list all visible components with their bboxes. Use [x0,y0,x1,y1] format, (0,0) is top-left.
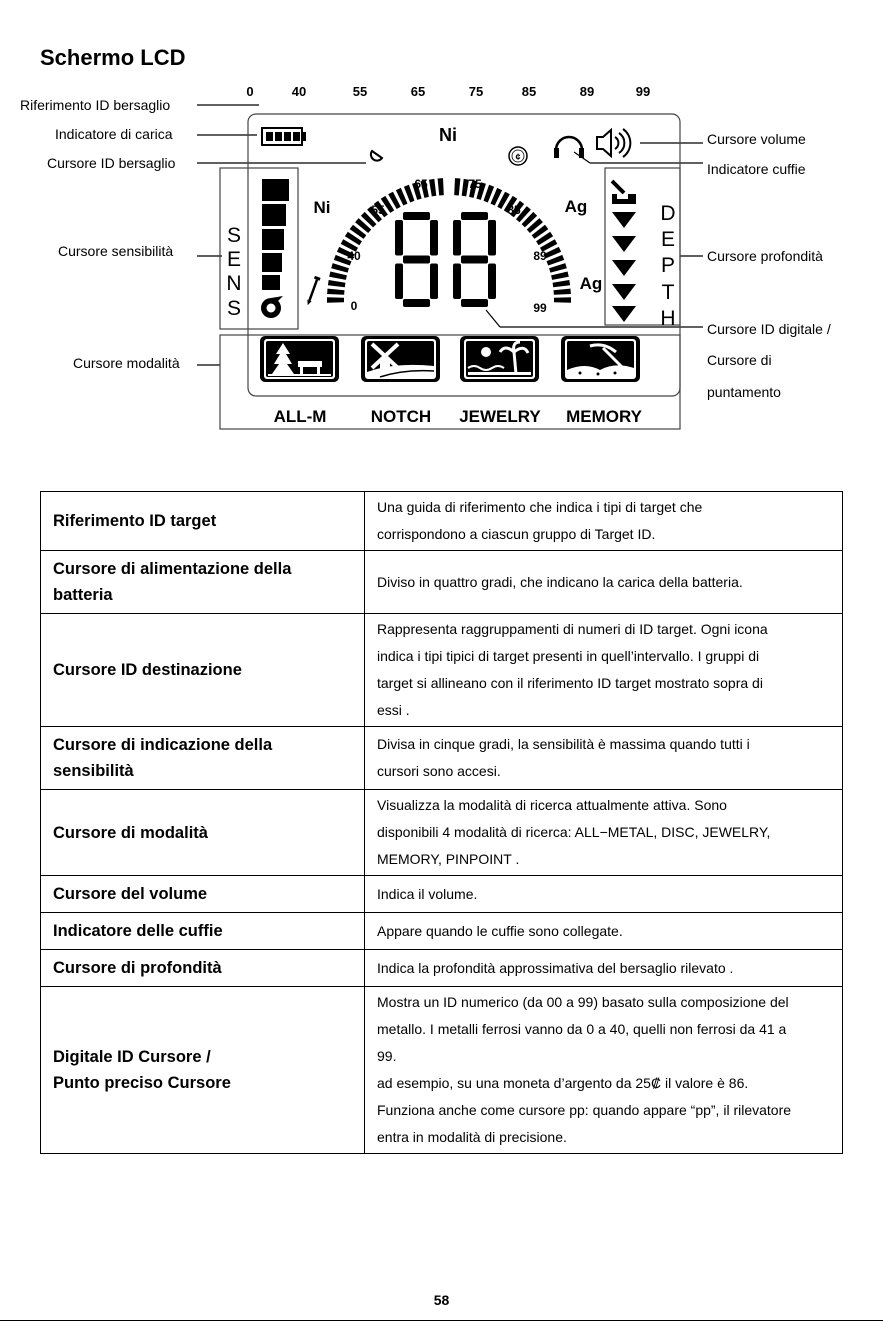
arc-segment [454,178,460,195]
sensitivity-bars [262,179,289,290]
lcd-ag-right: Ag [564,197,588,216]
table-row [41,551,843,614]
arc-segment [328,280,346,287]
callout-mode: Cursore modalità [73,355,180,371]
digit-segment [395,220,403,256]
arc-segment [551,272,569,280]
arc-segment [331,263,349,273]
digit-segment [403,212,430,220]
desc-line: metallo. I metalli ferrosi vanno da 0 a 40, quelli non ferrosi da 41 a [377,1021,787,1037]
desc-line: corrispondono a ciascun gruppo di Target ID. [377,526,656,542]
ref-tick: 0 [246,84,254,99]
lcd-ni-top: Ni [439,125,457,145]
arc-label: 0 [350,299,358,313]
sens-letter: N [226,272,242,295]
depth-arrows [612,212,636,322]
depth-letter: E [660,228,676,251]
row-description [365,551,843,614]
lcd-ag-lower: Ag [579,274,603,293]
row-term [41,492,365,551]
callout-sensitivity: Cursore sensibilità [58,243,174,259]
arc-segment [554,297,571,302]
row-description [365,987,843,1154]
battery-icon [262,128,306,145]
sens-letter: E [226,248,242,271]
desc-line: Una guida di riferimento che indica i tipi di target che [377,499,703,515]
mode-label: NOTCH [370,407,432,426]
lcd-ni-left: Ni [313,198,331,217]
sensitivity-knob-icon [261,296,283,318]
row-term [41,790,365,876]
callout-digital-id: puntamento [707,384,781,400]
reference-id-ticks [246,84,650,99]
term-line: Cursore di profondità [53,959,222,977]
desc-line: Mostra un ID numerico (da 00 a 99) basato sulla composizione del [377,994,789,1010]
digit-segment [488,220,496,256]
arc-segment [429,179,436,197]
table-row [41,727,843,790]
footer-rule [0,1320,883,1321]
row-term [41,727,365,790]
notch-mode-icon [361,336,440,382]
arc-segment [549,263,567,273]
callout-target-id: Cursore ID bersaglio [47,155,176,171]
desc-line: Diviso in quattro gradi, che indicano la carica della batteria. [377,573,743,590]
desc-line: Visualizza la modalità di ricerca attualmente attiva. Sono [377,797,727,813]
digit-segment [430,264,438,300]
ref-tick: 65 [410,84,426,99]
arc-segment [327,289,344,295]
table-row [41,950,843,987]
callout-headphones: Indicatore cuffie [707,161,806,177]
table-row [41,913,843,950]
row-term [41,913,365,950]
desc-line: Funziona anche come cursore pp: quando appare “pp”, il rilevatore [377,1102,792,1118]
depth-letter: H [660,307,676,330]
arc-label: 99 [533,301,547,315]
row-description [365,950,843,987]
arc-label: 65 [414,177,428,191]
term-line: Cursore di indicazione della [53,736,273,754]
term-line: Cursore ID destinazione [53,661,242,679]
term-line: Indicatore delle cuffie [53,922,223,940]
row-description [365,790,843,876]
arc-segment [438,178,444,195]
coin-icon [509,147,527,165]
desc-line: Indica la profondità approssimativa del bersaglio rilevato . [377,959,734,976]
desc-line: 99. [377,1048,397,1064]
row-description [365,913,843,950]
callout-digital-id: Cursore ID digitale / [707,321,831,337]
arc-segment [329,272,347,280]
ref-tick: 85 [521,84,537,99]
description-table [40,491,843,1154]
desc-line: entra in modalità di precisione. [377,1129,567,1145]
table-row [41,987,843,1154]
term-line: Cursore del volume [53,885,208,903]
ref-tick: 55 [352,84,368,99]
term-line: Cursore di modalità [53,823,208,842]
desc-line: Appare quando le cuffie sono collegate. [377,922,623,939]
lcd-diagram [0,78,883,438]
row-description [365,876,843,913]
volume-icon [597,129,630,157]
desc-line: Rappresenta raggruppamenti di numeri di ID target. Ogni icona [377,621,768,637]
digit-segment [403,299,430,307]
callout-digital-id: Cursore di [707,352,772,368]
callout-depth: Cursore profondità [707,248,823,264]
mode-label: ALL-M [273,407,327,426]
arc-label: 89 [533,249,547,263]
arc-segment [327,297,344,302]
digit-segment [488,264,496,300]
svg-text:¢: ¢ [515,152,521,162]
term-line: Cursore di alimentazione della [53,560,292,578]
row-description [365,727,843,790]
desc-line: disponibili 4 modalità di ricerca: ALL−METAL, DISC, JEWELRY, [377,824,771,840]
arc-label: 55 [371,203,385,217]
headphones-icon [554,137,584,158]
desc-line: MEMORY, PINPOINT . [377,851,520,867]
desc-line: cursori sono accesi. [377,763,501,779]
arc-segment [553,280,571,287]
arc-label: 85 [507,203,521,217]
mode-label: JEWELRY [459,407,541,426]
term-line: Riferimento ID target [53,512,217,530]
desc-line: Divisa in cinque gradi, la sensibilità è massima quando tutti i [377,736,750,752]
digit-segment [461,299,488,307]
ref-tick: 75 [468,84,484,99]
row-term [41,614,365,727]
sens-letter: S [226,224,242,247]
callout-battery: Indicatore di carica [55,126,173,142]
nail-icon [305,276,321,306]
target-id-arc [327,178,571,303]
desc-line: indica i tipi tipici di target presenti in quell’intervallo. I gruppi di [377,648,760,664]
ref-tick: 89 [579,84,595,99]
mode-label: MEMORY [566,407,642,426]
term-line: Punto preciso Cursore [53,1074,231,1092]
callout-volume: Cursore volume [707,131,806,147]
desc-line: Indica il volume. [377,885,478,902]
memory-mode-icon [561,336,640,382]
digit-segment [461,256,488,264]
arc-segment [554,289,571,295]
shovel-icon [612,181,636,204]
digit-segment [395,264,403,300]
arc-label: 75 [468,177,482,191]
digit-segment [453,220,461,256]
digit-segment [461,212,488,220]
depth-letter: D [660,202,676,225]
row-description [365,492,843,551]
arc-label: 40 [347,249,361,263]
digit-segment [430,220,438,256]
table-row [41,876,843,913]
digit-segment [403,256,430,264]
term-line: sensibilità [53,762,134,780]
all-metal-mode-icon [260,336,339,382]
callout-reference-id: Riferimento ID bersaglio [20,97,171,113]
desc-line: essi . [377,702,410,718]
table-row [41,614,843,727]
row-term [41,551,365,614]
digital-id-display [395,212,496,307]
desc-line: target si allineano con il riferimento ID target mostrato sopra di [377,675,763,691]
row-term [41,950,365,987]
jewelry-mode-icon [460,336,539,382]
digit-segment [453,264,461,300]
target-cursor-icon [371,151,382,161]
row-term [41,987,365,1154]
ref-tick: 40 [291,84,307,99]
depth-letter: T [661,281,675,304]
digital-id-value: 88 [449,300,451,301]
table-row [41,790,843,876]
sens-letter: S [226,297,242,320]
term-line: batteria [53,586,113,604]
row-description [365,614,843,727]
table-row [41,492,843,551]
term-line: Digitale ID Cursore / [53,1048,211,1066]
page-number: 58 [433,1292,450,1308]
page-title: Schermo LCD [40,45,186,70]
desc-line: ad esempio, su una moneta d’argento da 25₡ il valore è 86. [377,1075,749,1091]
depth-letter: P [660,254,676,277]
row-term [41,876,365,913]
ref-tick: 99 [635,84,651,99]
